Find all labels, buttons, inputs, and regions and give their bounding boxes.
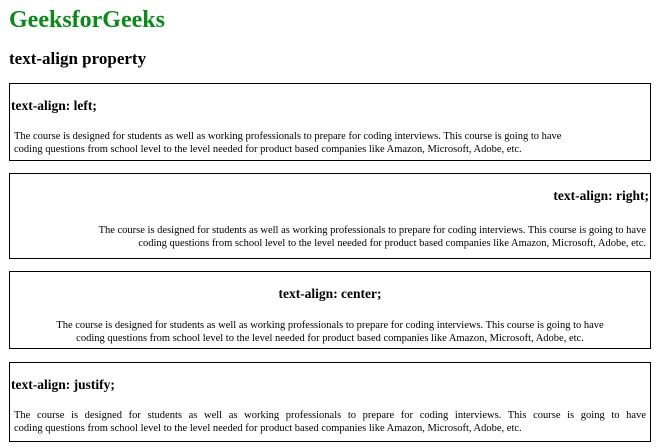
demo-text-center — [14, 319, 646, 345]
demo-text-justify-line2: coding questions from school level to the level needed for product based companies like Amazon, Microsoft, Adobe, etc. — [14, 423, 522, 434]
demo-text-left-line1: The course is designed for students as well as working professionals to prepare for coding interviews. This course is going to have — [14, 131, 562, 142]
site-title: GeeksforGeeks — [9, 7, 165, 33]
demo-text-justify-line1: The course is designed for students as well as working professionals to prepare for coding interviews. This course is going to have — [14, 410, 646, 421]
demo-box-center — [9, 271, 651, 349]
demo-text-justify — [14, 409, 646, 435]
demo-heading-center: text-align: center; — [278, 286, 382, 301]
demo-text-right — [14, 224, 646, 250]
demo-text-left-line2: coding questions from school level to the level needed for product based companies like Amazon, Microsoft, Adobe, etc. — [14, 144, 522, 155]
demo-text-center-line2: coding questions from school level to the level needed for product based companies like Amazon, Microsoft, Adobe, etc. — [76, 333, 584, 344]
demo-heading-justify: text-align: justify; — [11, 377, 115, 392]
demo-box-right — [9, 173, 651, 259]
demo-text-center-line1: The course is designed for students as well as working professionals to prepare for coding interviews. This course is going to have — [56, 320, 604, 331]
section-heading: text-align property — [9, 49, 147, 68]
demo-text-left — [14, 130, 646, 156]
demo-heading-right: text-align: right; — [553, 188, 649, 203]
demo-box-left — [9, 83, 651, 161]
demo-text-right-line2: coding questions from school level to the level needed for product based companies like Amazon, Microsoft, Adobe, etc. — [138, 238, 646, 249]
demo-text-right-line1: The course is designed for students as well as working professionals to prepare for coding interviews. This course is going to have — [98, 225, 646, 236]
demo-box-justify — [9, 362, 651, 442]
demo-heading-left: text-align: left; — [11, 98, 97, 113]
